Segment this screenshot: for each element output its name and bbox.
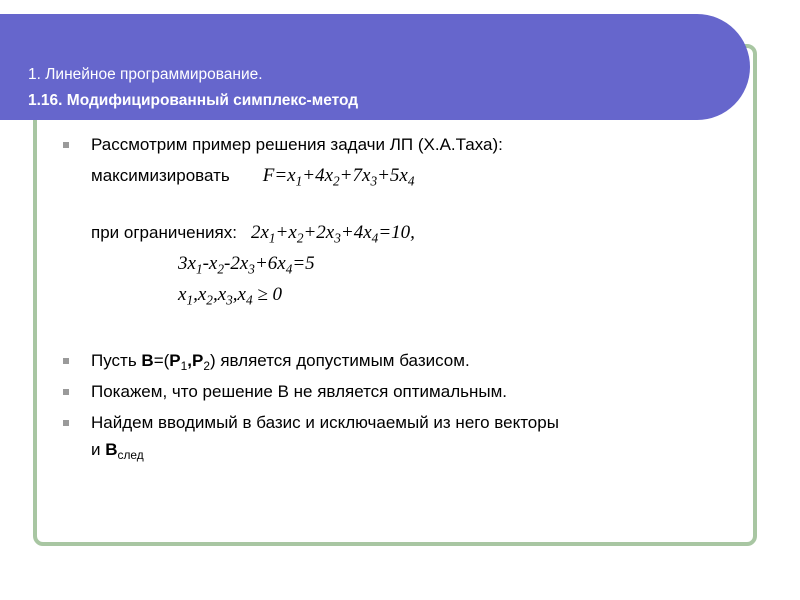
nonnegativity-constraint: $x_1,x_2,x_3,x_4 \ge 0$ (178, 284, 283, 308)
objective-function: $F=x_1+4x_2+7x_3+5x_4$ (262, 165, 415, 189)
constraints-line (91, 222, 415, 246)
bullet-icon (63, 420, 69, 426)
not-optimal-statement: Покажем, что решение В не является оптимальным. (91, 382, 507, 401)
next-step-statement: Найдем вводимый в базис и исключаемый из него векторы (91, 413, 559, 432)
constraint-2: $3x_1-x_2-2x_3+6x_4=5$ (178, 253, 315, 277)
title-band (0, 14, 750, 120)
slide-section-title: 1. Линейное программирование. (28, 66, 263, 83)
objective-line (91, 165, 415, 189)
bullet-icon (63, 142, 69, 148)
constraint-1: $2x_1+x_2+2x_3+4x_4=10$, (250, 222, 415, 246)
basis-statement: Пусть $B=(P_1,P_2)$ является допустимым базисом. (91, 351, 470, 374)
intro-text: Рассмотрим пример решения задачи ЛП (Х.А.Таха): (91, 135, 503, 154)
bullet-icon (63, 358, 69, 364)
bullet-icon (63, 389, 69, 395)
next-basis-line: и $B_{след}$ (91, 440, 144, 463)
maximize-label: максимизировать (91, 166, 230, 185)
slide-title: 1.16. Модифицированный симплекс-метод (28, 92, 359, 109)
constraints-label: при ограничениях: (91, 223, 237, 242)
